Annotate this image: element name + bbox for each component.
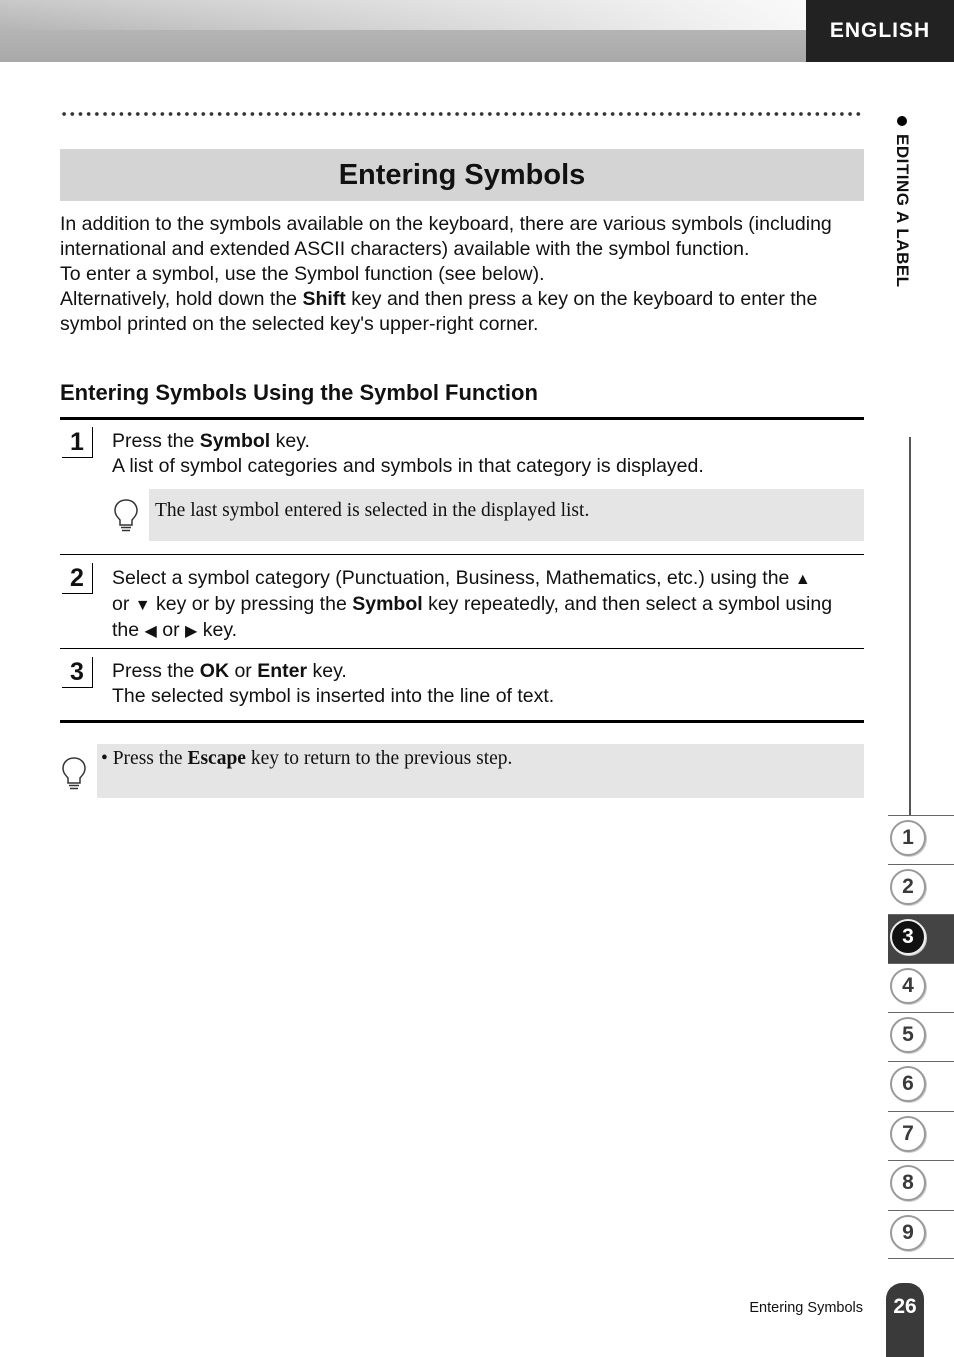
right-arrow-icon: ▶ [185, 623, 198, 640]
escape-key-label: Escape [187, 748, 246, 769]
header-sheen [0, 0, 806, 30]
symbol-key-label-2: Symbol [352, 593, 423, 615]
step-number-1: 1 [62, 427, 93, 458]
steps-top-rule [60, 417, 864, 420]
ok-key-label: OK [199, 660, 230, 682]
page-title: Entering Symbols [60, 149, 864, 201]
language-tab: ENGLISH [806, 0, 954, 62]
chapter-tab-9[interactable] [888, 1210, 954, 1259]
step-divider-2 [60, 648, 864, 649]
step-2-part-5: or [156, 619, 186, 641]
left-arrow-icon: ◀ [144, 623, 157, 640]
shift-key-label: Shift [302, 288, 346, 310]
step-2-part-4: key repeatedly, and then select a symbol using the [112, 593, 833, 641]
intro-paragraph-2: To enter a symbol, use the Symbol function (see below). [60, 263, 545, 285]
step-2-part-6: key. [197, 619, 238, 641]
step-2-part-3: key or by pressing the [150, 593, 353, 615]
footer-section-label: Entering Symbols [749, 1300, 863, 1316]
chapter-tab-1[interactable] [888, 815, 954, 864]
intro-text [60, 212, 864, 337]
chapter-tab-2[interactable] [888, 864, 954, 913]
step-3-part-3: key. [307, 660, 347, 682]
sidebar-section-label: EDITING A LABEL [893, 134, 912, 288]
chapter-tab-7-number: 7 [890, 1116, 926, 1152]
up-arrow-icon: ▲ [794, 571, 811, 588]
lightbulb-icon [113, 498, 139, 534]
header-bar [0, 0, 806, 62]
chapter-tab-1-number: 1 [890, 820, 926, 856]
step-3-line-2: The selected symbol is inserted into the line of text. [112, 685, 555, 707]
step-1-note: The last symbol entered is selected in the displayed list. [149, 489, 864, 541]
chapter-tab-8[interactable] [888, 1160, 954, 1209]
intro-paragraph-3 [60, 287, 864, 337]
page-number: 26 [886, 1283, 924, 1357]
chapter-tab-9-number: 9 [890, 1215, 926, 1251]
note-after: key to return to the previous step. [245, 748, 513, 769]
note-bullet: • [101, 748, 108, 769]
symbol-key-label: Symbol [199, 430, 271, 452]
step-3-part-1: Press the [112, 660, 200, 682]
step-2-part-2: or [112, 593, 135, 615]
intro-p3-before: Alternatively, hold down the [60, 288, 303, 310]
chapter-tab-5[interactable] [888, 1012, 954, 1061]
chapter-tab-3-number: 3 [890, 919, 926, 955]
chapter-tab-6[interactable] [888, 1061, 954, 1110]
lightbulb-icon [61, 756, 87, 792]
step-2-text [112, 566, 862, 644]
escape-note [97, 744, 864, 798]
step-1-after: key. [270, 430, 310, 452]
dotted-divider [60, 110, 864, 118]
intro-paragraph-1: In addition to the symbols available on the keyboard, there are various symbols (including international and extended ASCII characters) available with the symbol function. [60, 213, 832, 260]
enter-key-label: Enter [257, 660, 308, 682]
section-heading: Entering Symbols Using the Symbol Function [60, 380, 538, 405]
step-3-line-1 [112, 659, 862, 684]
down-arrow-icon: ▼ [134, 597, 151, 614]
sidebar-rule [909, 437, 911, 815]
chapter-tab-4[interactable] [888, 963, 954, 1012]
step-3-text [112, 659, 862, 709]
note-before: Press the [112, 748, 188, 769]
chapter-tab-3[interactable] [888, 914, 954, 963]
bullet-dot-icon [897, 116, 907, 126]
chapter-tab-8-number: 8 [890, 1165, 926, 1201]
step-1-text [112, 429, 862, 479]
chapter-tab-6-number: 6 [890, 1066, 926, 1102]
step-1-before: Press the [112, 430, 200, 452]
step-divider-1 [60, 554, 864, 555]
step-3-part-2: or [229, 660, 258, 682]
chapter-tab-7[interactable] [888, 1111, 954, 1160]
step-number-3: 3 [62, 657, 93, 688]
steps-bottom-rule [60, 720, 864, 723]
step-1-line-2: A list of symbol categories and symbols in that category is displayed. [112, 455, 704, 477]
step-2-part-1: Select a symbol category (Punctuation, Business, Mathematics, etc.) using the [112, 567, 795, 589]
intro-p3-after: key and then press a key on the keyboard to enter the symbol printed on the selected key's upper-right corner. [60, 288, 818, 335]
step-1-line-1 [112, 429, 862, 454]
sidebar-section-title [892, 116, 912, 288]
chapter-tab-4-number: 4 [890, 968, 926, 1004]
step-number-2: 2 [62, 563, 93, 594]
chapter-tab-5-number: 5 [890, 1017, 926, 1053]
chapter-tab-2-number: 2 [890, 869, 926, 905]
